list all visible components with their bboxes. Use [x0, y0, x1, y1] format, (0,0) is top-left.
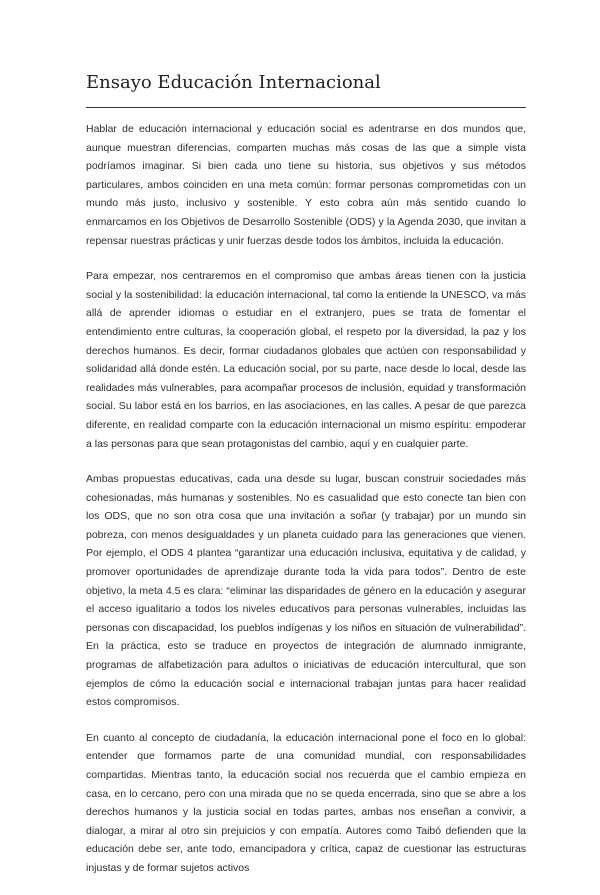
paragraph-3: Ambas propuestas educativas, cada una desde su lugar, buscan construir sociedades más cohesionadas, más humanas y sostenibles. No es casualidad que esto conecte tan bien con los ODS, que no son otra cosa que una invitación a soñar (y trabajar) por un mundo sin pobreza, con menos desigualdades y un planeta cuidado para las generaciones que vienen. Por ejemplo, el ODS 4 plantea “garantizar una educación inclusiva, equitativa y de calidad, y promover oportunidades de aprendizaje durante toda la vida para todos”. Dentro de este objetivo, la meta 4.5 es clara: “eliminar las disparidades de género en la educación y asegurar el acceso igualitario a todos los niveles educativos para personas vulnerables, incluidas las personas con discapacidad, los pueblos indígenas y los niños en situación de vulnerabilidad”. En la práctica, esto se traduce en proyectos de integración de alumnado inmigrante, programas de alfabetización para adultos o iniciativas de educación intercultural, que son ejemplos de cómo la educación social e internacional trabajan juntas para hacer realidad estos compromisos.: [86, 473, 526, 709]
document-title: Ensayo Educación Internacional: [86, 72, 381, 93]
document-body: [86, 120, 526, 895]
paragraph-1: Hablar de educación internacional y educación social es adentrarse en dos mundos que, aunque muestran diferencias, comparten muchas más cosas de las que a simple vista podríamos imaginar. Si bien cada uno tiene su historia, sus objetivos y sus métodos particulares, ambos coinciden en una meta común: formar personas comprometidas con un mundo más justo, inclusivo y sostenible. Y esto cobra aún más sentido cuando lo enmarcamos en los Objetivos de Desarrollo Sostenible (ODS) y la Agenda 2030, que invitan a repensar nuestras prácticas y unir fuerzas desde todos los ámbitos, incluida la educación.: [86, 123, 526, 247]
paragraph-2: Para empezar, nos centraremos en el compromiso que ambas áreas tienen con la justicia social y la sostenibilidad: la educación internacional, tal como la entiende la UNESCO, va más allá de aprender idiomas o estudiar en el extranjero, pues se trata de fomentar el entendimiento entre culturas, la cooperación global, el respeto por la diversidad, la paz y los derechos humanos. Es decir, formar ciudadanos globales que actúen con responsabilidad y solidaridad allá donde estén. La educación social, por su parte, nace desde lo local, desde las realidades más vulnerables, para acompañar procesos de inclusión, equidad y transformación social. Su labor está en los barrios, en las asociaciones, en las calles. A pesar de que parezca diferente, en realidad comparte con la educación internacional un mismo espíritu: empoderar a las personas para que sean protagonistas del cambio, aquí y en cualquier parte.: [86, 270, 526, 450]
title-divider: [86, 107, 526, 108]
paragraph-4: En cuanto al concepto de ciudadanía, la educación internacional pone el foco en lo global: entender que formamos parte de una comunidad mundial, con responsabilidades compartidas. Mientras tanto, la educación social nos recuerda que el cambio empieza en casa, en lo cercano, pero con una mirada que no se queda encerrada, sino que se abre a los derechos humanos y la justicia social en todas partes, ambas nos enseñan a convivir, a dialogar, a mirar al otro sin prejuicios y con empatía. Autores como Taibó defienden que la educación debe ser, ante todo, emancipadora y crítica, capaz de cuestionar las estructuras injustas y de formar sujetos activos: [86, 731, 526, 874]
